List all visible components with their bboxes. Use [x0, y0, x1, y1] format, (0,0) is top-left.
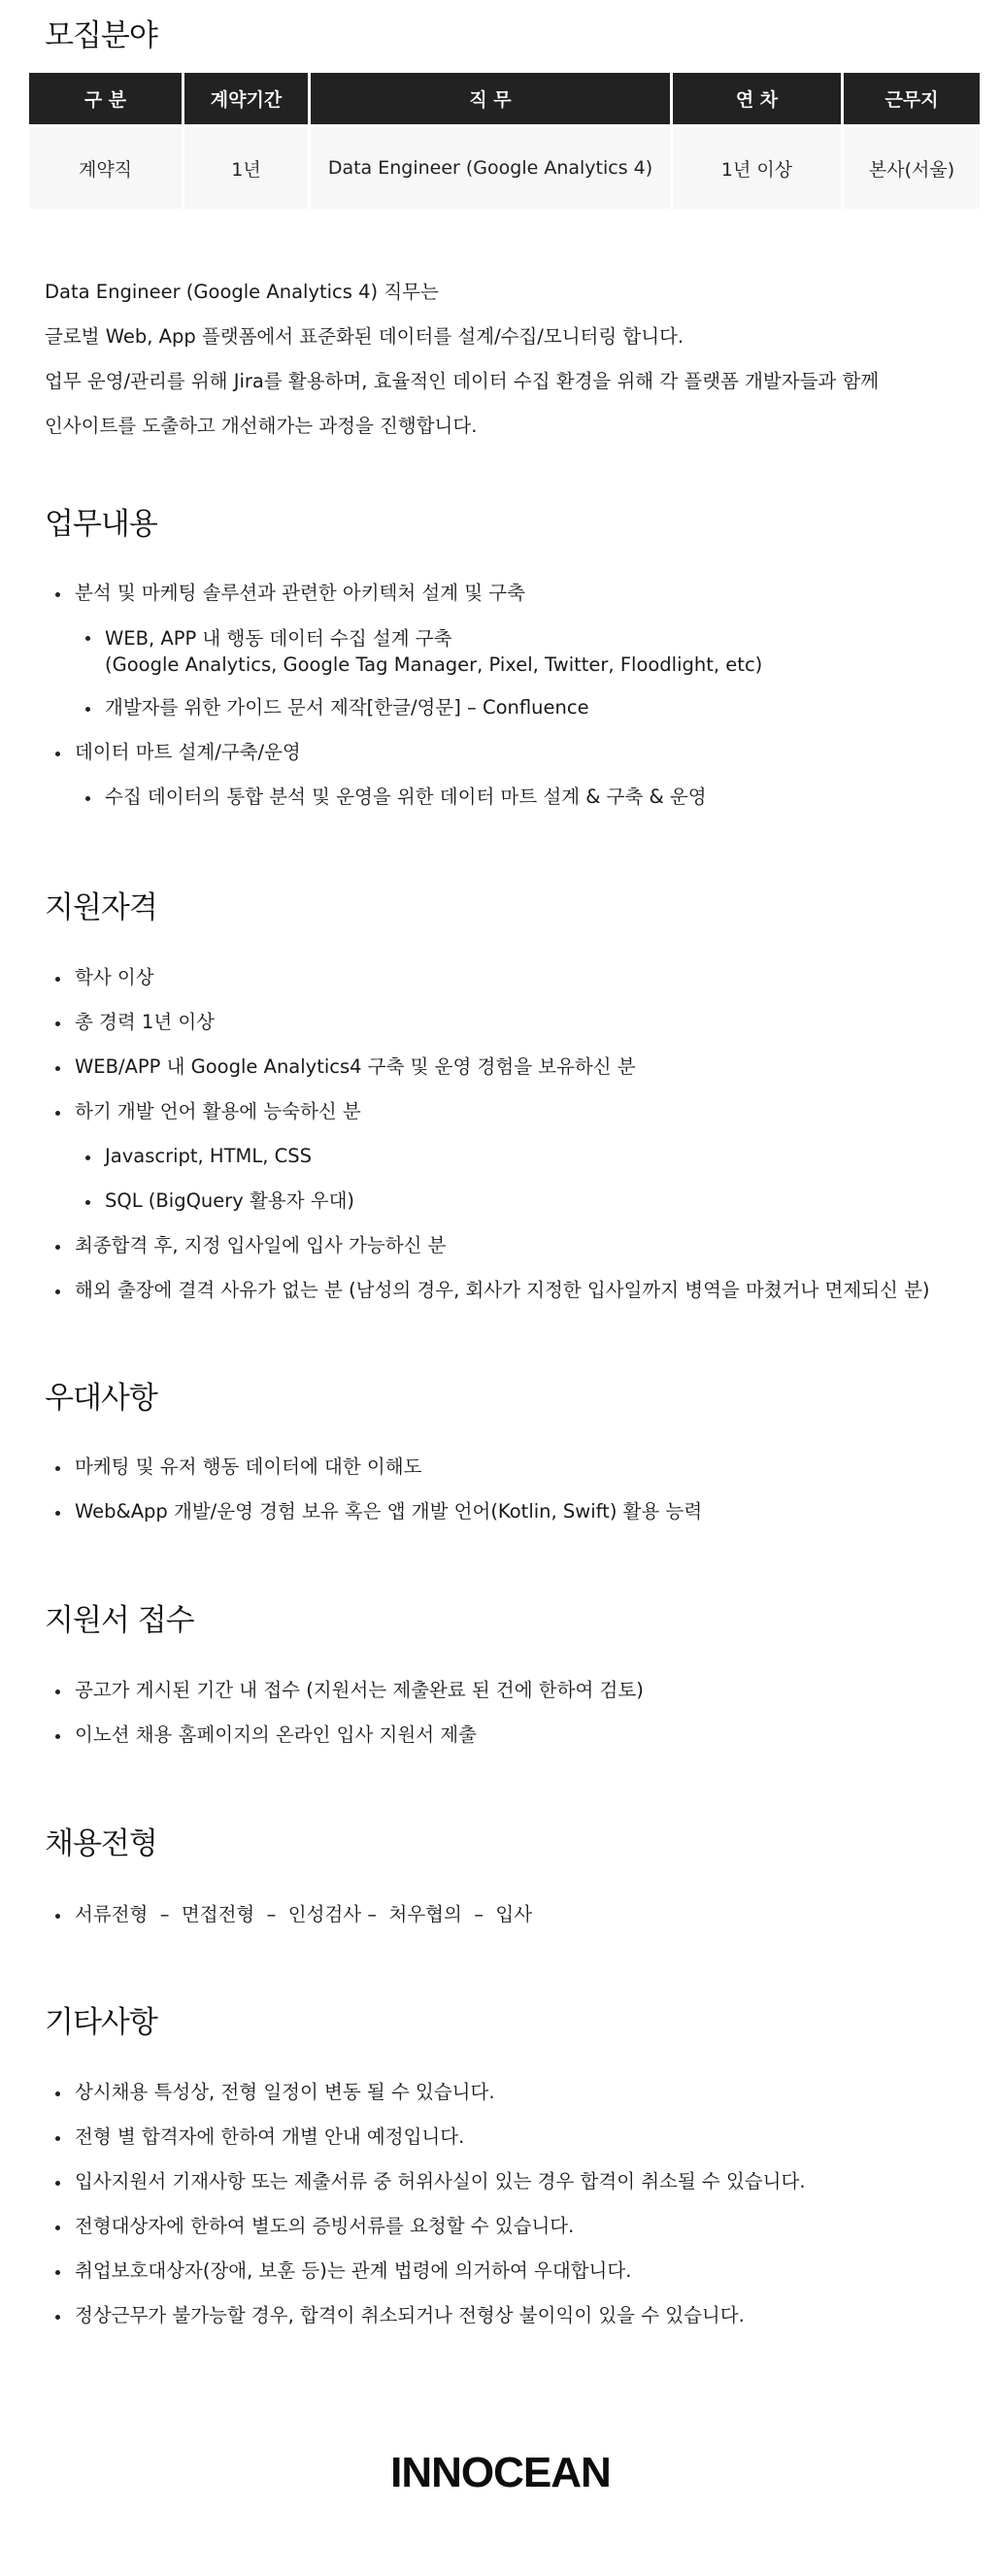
section-title-qualifications: 지원자격	[45, 890, 157, 925]
list-item: 이노션 채용 홈페이지의 온라인 입사 지원서 제출	[54, 1719, 644, 1763]
header-experience: 연 차	[673, 73, 841, 124]
cell-category: 계약직	[29, 124, 182, 209]
recruitment-table	[26, 73, 983, 209]
intro-line: 글로벌 Web, App 플랫폼에서 표준화된 데이터를 설계/수집/모니터링 합니다.	[45, 325, 684, 348]
list-item: 정상근무가 불가능할 경우, 합격이 취소되거나 전형상 불이익이 있을 수 있습니다.	[54, 2299, 806, 2344]
list-item: SQL (BigQuery 활용자 우대)	[84, 1185, 930, 1229]
list-item: 최종합격 후, 지정 입사일에 입사 가능하신 분	[54, 1229, 930, 1274]
list-item: 전형 별 합격자에 한하여 개별 안내 예정입니다.	[54, 2121, 806, 2165]
list-item: 하기 개발 언어 활용에 능숙하신 분	[54, 1095, 930, 1140]
section-title-duties: 업무내용	[45, 507, 157, 542]
list-item: 수집 데이터의 통합 분석 및 운영을 위한 데이터 마트 설계 & 구축 & 운영	[84, 781, 762, 825]
duties-list	[54, 577, 762, 825]
etc-list	[54, 2076, 806, 2344]
header-job: 직 무	[311, 73, 670, 124]
section-title-application: 지원서 접수	[45, 1603, 194, 1638]
job-intro	[45, 274, 879, 452]
list-item: 해외 출장에 결격 사유가 없는 분 (남성의 경우, 회사가 지정한 입사일까지 병역을 마쳤거나 면제되신 분)	[54, 1274, 930, 1319]
cell-contract-period: 1년	[184, 124, 308, 209]
list-item: 분석 및 마케팅 솔루션과 관련한 아키텍처 설계 및 구축	[54, 577, 762, 621]
list-item: Web&App 개발/운영 경험 보유 혹은 앱 개발 언어(Kotlin, Swift) 활용 능력	[54, 1495, 702, 1540]
list-item: WEB/APP 내 Google Analytics4 구축 및 운영 경험을 보유하신 분	[54, 1051, 930, 1095]
list-item: 학사 이상	[54, 961, 930, 1006]
qualifications-list	[54, 961, 930, 1319]
innocean-logo: INNOCEAN	[390, 2449, 611, 2496]
list-item: 전형대상자에 한하여 별도의 증빙서류를 요청할 수 있습니다.	[54, 2210, 806, 2255]
list-item: 취업보호대상자(장애, 보훈 등)는 관계 법령에 의거하여 우대합니다.	[54, 2255, 806, 2299]
intro-line: 업무 운영/관리를 위해 Jira를 활용하며, 효율적인 데이터 수집 환경을 위해 각 플랫폼 개발자들과 함께	[45, 370, 880, 392]
cell-job: Data Engineer (Google Analytics 4)	[311, 124, 670, 209]
list-item: 입사지원서 기재사항 또는 제출서류 중 허위사실이 있는 경우 합격이 취소될 수 있습니다.	[54, 2165, 806, 2210]
list-item: 개발자를 위한 가이드 문서 제작[한글/영문] – Confluence	[84, 691, 762, 736]
intro-line: 인사이트를 도출하고 개선해가는 과정을 진행합니다.	[45, 415, 478, 437]
list-item-line: (Google Analytics, Google Tag Manager, Pixel, Twitter, Floodlight, etc)	[105, 653, 763, 676]
preferred-list	[54, 1451, 702, 1540]
list-item: 마케팅 및 유저 행동 데이터에 대한 이해도	[54, 1451, 702, 1495]
list-item: 상시채용 특성상, 전형 일정이 변동 될 수 있습니다.	[54, 2076, 806, 2121]
cell-location: 본사(서울)	[844, 124, 980, 209]
list-item-line: WEB, APP 내 행동 데이터 수집 설계 구축	[105, 627, 452, 650]
application-list	[54, 1674, 644, 1763]
section-title-process: 채용전형	[45, 1826, 157, 1861]
process-list	[54, 1898, 532, 1943]
section-title-recruit: 모집분야	[45, 18, 157, 53]
list-item: 데이터 마트 설계/구축/운영	[54, 736, 762, 781]
intro-line: Data Engineer (Google Analytics 4) 직무는	[45, 281, 439, 303]
list-item: 총 경력 1년 이상	[54, 1006, 930, 1051]
table-row	[29, 124, 980, 209]
list-item	[84, 621, 762, 691]
section-title-etc: 기타사항	[45, 2005, 157, 2040]
header-category: 구 분	[29, 73, 182, 124]
list-item: 공고가 게시된 기간 내 접수 (지원서는 제출완료 된 건에 한하여 검토)	[54, 1674, 644, 1719]
list-item: Javascript, HTML, CSS	[84, 1140, 930, 1185]
header-contract-period: 계약기간	[184, 73, 308, 124]
table-header-row	[29, 73, 980, 124]
header-location: 근무지	[844, 73, 980, 124]
list-item: 서류전형 – 면접전형 – 인성검사 – 처우협의 – 입사	[54, 1898, 532, 1943]
cell-experience: 1년 이상	[673, 124, 841, 209]
section-title-preferred: 우대사항	[45, 1381, 157, 1416]
